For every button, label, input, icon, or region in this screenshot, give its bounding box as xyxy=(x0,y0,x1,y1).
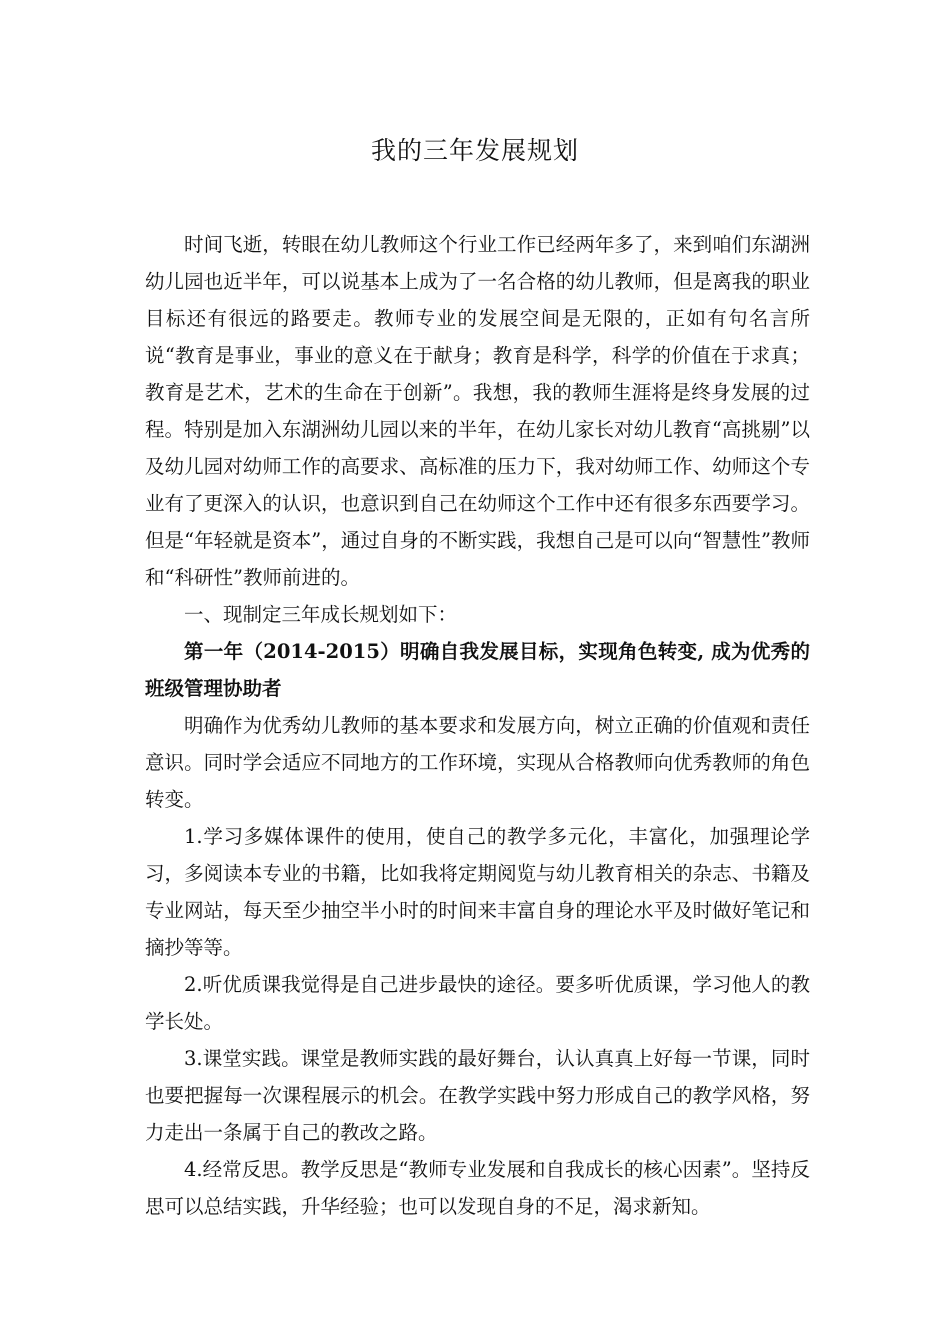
document-title: 我的三年发展规划 xyxy=(370,136,579,165)
year-one-heading: 第一年（2014-2015）明确自我发展目标，实现角色转变, 成为优秀的班级管理协助者 xyxy=(145,640,810,700)
list-item-2: 2.听优质课我觉得是自己进步最快的途径。要多听优质课，学习他人的教学长处。 xyxy=(145,973,810,1033)
section-heading: 一、现制定三年成长规划如下： xyxy=(184,603,458,626)
list-item-3: 3.课堂实践。课堂是教师实践的最好舞台，认认真真上好每一节课，同时也要把握每一次课程展示的机会。在教学实践中努力形成自己的教学风格，努力走出一条属于自己的教改之路。 xyxy=(145,1047,810,1144)
intro-paragraph: 时间飞逝，转眼在幼儿教师这个行业工作已经两年多了，来到咱们东湖洲幼儿园也近半年，可以说基本上成为了一名合格的幼儿教师，但是离我的职业目标还有很远的路要走。教师专业的发展空间是无限的，正如有句名言所说“教育是事业，事业的意义在于献身；教育是科学，科学的价值在于求真；教育是艺术，艺术的生命在于创新”。我想，我的教师生涯将是终身发展的过程。特别是加入东湖洲幼儿园以来的半年，在幼儿家长对幼儿教育“高挑剔”以及幼儿园对幼师工作的高要求、高标准的压力下，我对幼师工作、幼师这个专业有了更深入的认识，也意识到自己在幼师这个工作中还有很多东西要学习。但是“年轻就是资本”，通过自身的不断实践，我想自己是可以向“智慧性”教师和“科研性”教师前进的。 xyxy=(145,233,810,589)
list-item-1: 1.学习多媒体课件的使用，使自己的教学多元化，丰富化，加强理论学习，多阅读本专业的书籍，比如我将定期阅览与幼儿教育相关的杂志、书籍及专业网站，每天至少抽空半小时的时间来丰富自身的理论水平及时做好笔记和摘抄等等。 xyxy=(145,825,810,959)
document-body xyxy=(145,226,810,1225)
year-one-summary: 明确作为优秀幼儿教师的基本要求和发展方向，树立正确的价值观和责任意识。同时学会适应不同地方的工作环境，实现从合格教师向优秀教师的角色转变。 xyxy=(145,714,810,811)
list-item-4: 4.经常反思。教学反思是“教师专业发展和自我成长的核心因素”。坚持反思可以总结实践，升华经验；也可以发现自身的不足，渴求新知。 xyxy=(145,1158,810,1218)
